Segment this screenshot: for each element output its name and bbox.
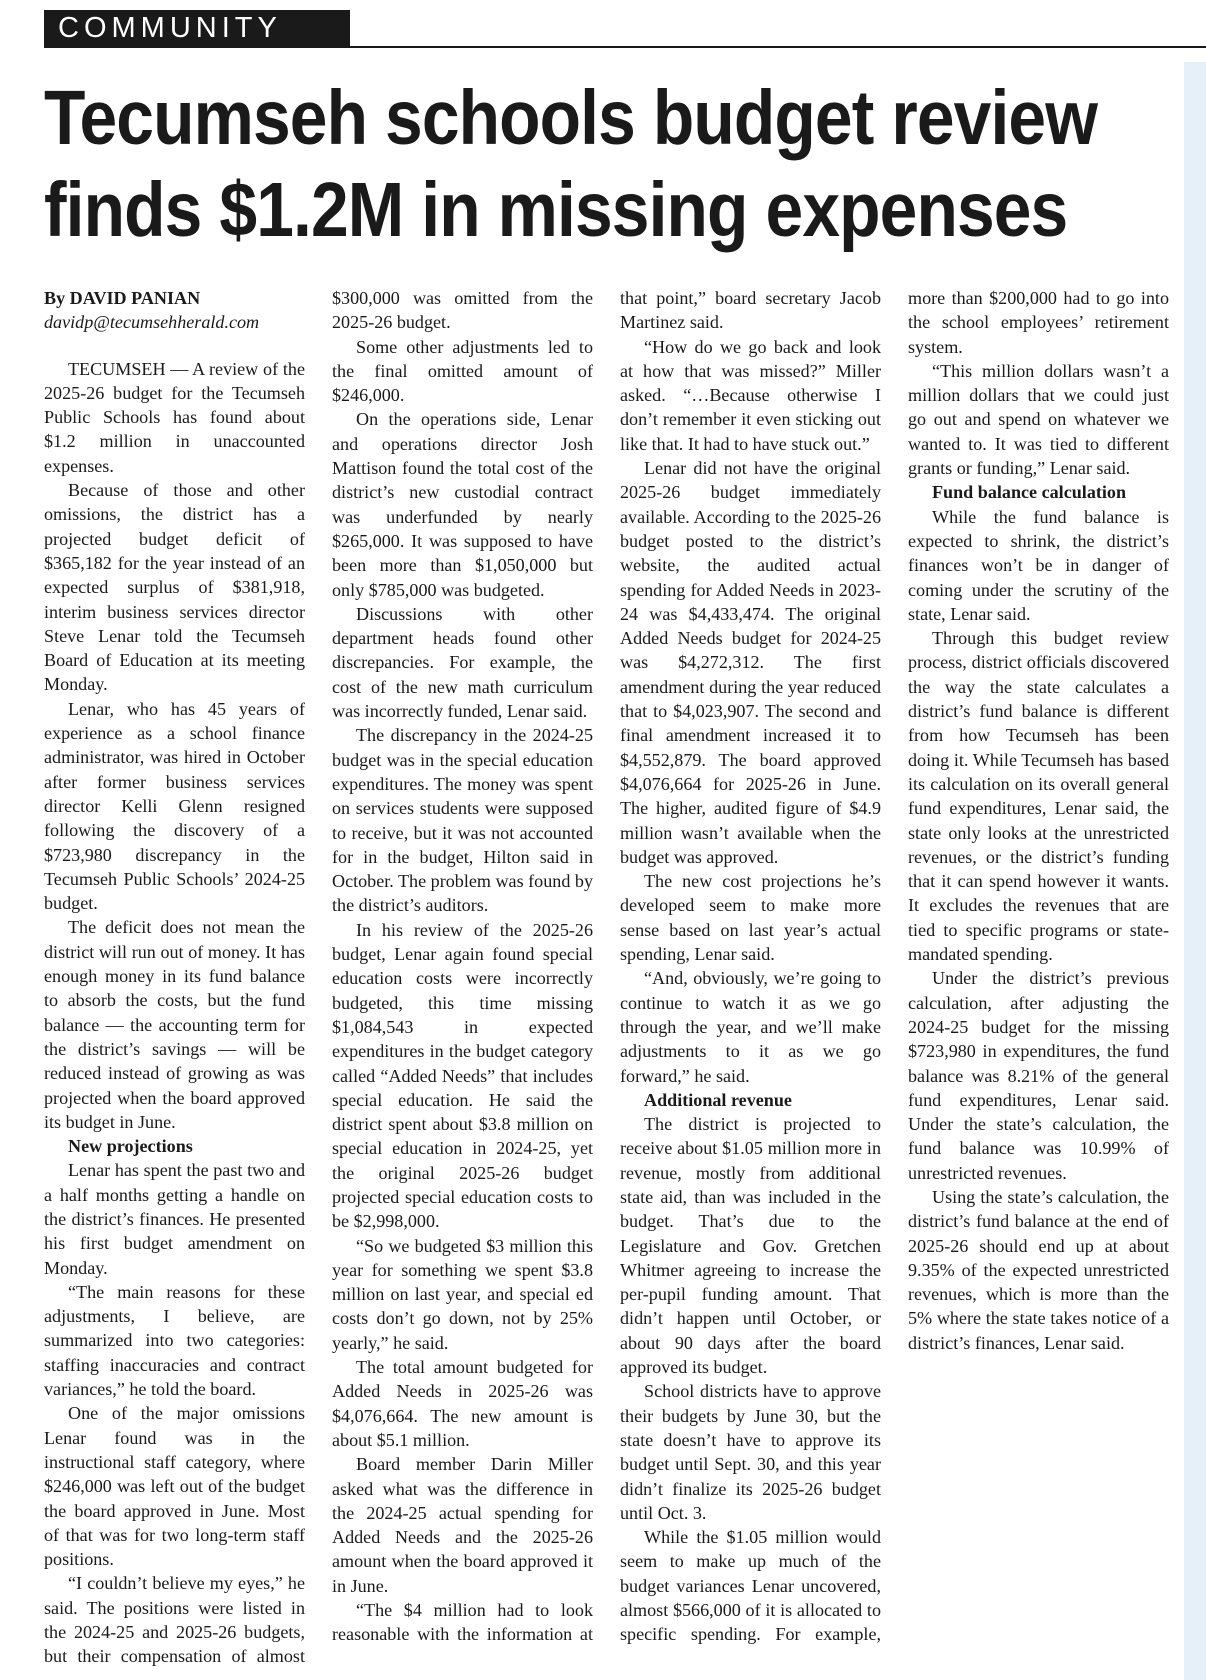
article-paragraph: In his review of the 2025-26 budget, Lenar again found special education costs were incorrectly budgeted, this time missing $1,084,543 in expected expenditures in the budget category called “Added Needs” that includes special education. He said the district spent about $3.8 million on special education in 2024-25, yet the original 2025-26 budget projected special education costs to be $2,998,000. [332,919,593,1232]
article-paragraph: “This million dollars wasn’t a million dollars that we could just go out and spend on whatever we wanted to. It was tied to different grants or funding,” Lenar said. [908,360,1169,479]
headline [44,72,1098,256]
article-paragraph: “I couldn’t believe my eyes,” he said. The positions were listed in the 2024-25 and 2025-26 budgets, but their compensation of almost $300,000 was omitted from the 2025-26 budget. [44,288,593,1667]
article-paragraph: While the fund balance is expected to shrink, the district’s finances won’t be in danger of coming under the scrutiny of the state, Lenar said. [908,506,1169,624]
article-paragraph: The new cost projections he’s developed seem to make more sense based on last year’s actual spending, Lenar said. [620,871,881,965]
article-paragraph: TECUMSEH — A review of the 2025-26 budget for the Tecumseh Public Schools has found about $1.2 million in unaccounted expenses. [44,358,305,476]
article-paragraph: Lenar has spent the past two and a half months getting a handle on the district’s finances. He presented his first budget amendment on Monday. [44,1160,305,1278]
article-paragraph: Lenar did not have the original 2025-26 budget immediately available. According to the 2025-26 budget posted to the district’s website, the audited actual spending for Added Needs in 2023-24 was $4,433,474. The original Added Needs budget for 2024-25 was $4,272,312. The first amendment during the year reduced that to $4,023,907. The second and final amendment increased it to $4,552,879. The board approved $4,076,664 for 2025-26 in June. The higher, audited figure of $4.9 million wasn’t available when the budget was approved. [620,458,881,867]
article-paragraph: The total amount budgeted for Added Needs in 2025-26 was $4,076,664. The new amount is about $5.1 million. [332,1357,593,1450]
headline-line-1: Tecumseh schools budget review [44,75,1098,161]
article-paragraph: Because of those and other omissions, the district has a projected budget deficit of $365,182 for the year instead of an expected surplus of $381,918, interim business services director Steve Lenar told the Tecumseh Board of Education at its meeting Monday. [44,480,305,695]
article-paragraph: “How do we go back and look at how that was missed?” Miller asked. “…Because otherwise I don’t remember it even sticking out like that. It had to have stuck out.” [620,336,881,454]
article-paragraph: “The $4 million had to look reasonable with the information at that point,” board secretary Jacob Martinez said. [332,288,881,1645]
article-paragraph: On the operations side, Lenar and operations director Josh Mattison found the total cost of the district’s new custodial contract was underfunded by nearly $265,000. It was supposed to have been more than $1,050,000 but only $785,000 was budgeted. [332,409,593,600]
article-body [44,286,1169,1670]
article-paragraph: The deficit does not mean the district will run out of money. It has enough money in its fund balance to absorb the costs, but the fund balance — the accounting term for the district’s savings — will be reduced instead of growing as was projected when the board approved its budget in June. [44,917,305,1132]
page-edge-strip [1184,62,1206,1680]
subhead-fund-balance: Fund balance calculation [932,482,1127,503]
author-email: davidp@tecumsehherald.com [44,312,260,333]
article-paragraph: Through this budget review process, district officials discovered the way the state calculates a district’s fund balance is different from how Tecumseh has been doing it. While Tecumseh has based its calculation on its overall general fund expenditures, Lenar said, the state only looks at the unrestricted revenues, or the district’s funding that it can spend however it wants. It excludes the revenues that are tied to specific programs or state-mandated spending. [908,628,1169,965]
article-paragraph: Lenar, who has 45 years of experience as a school finance administrator, was hired in October after former business services director Kelli Glenn resigned following the discovery of a $723,980 discrepancy in the Tecumseh Public Schools’ 2024-25 budget. [44,698,305,914]
article-paragraph: “And, obviously, we’re going to continue to watch it as we go through the year, and we’ll make adjustments to it as we go forward,” he said. [620,968,881,1086]
article-paragraph: While the $1.05 million would seem to make up much of the budget variances Lenar uncovered, almost $566,000 of it is allocated to specific spending. For example, more than $200,000 had to go into the school employees’ retirement system. [620,288,1169,1645]
article-paragraph: Board member Darin Miller asked what was the difference in the 2024-25 actual spending for Added Needs and the 2025-26 amount when the board approved it in June. [332,1454,593,1596]
subhead-new-projections: New projections [68,1136,193,1157]
article-paragraph: Discussions with other department heads found other discrepancies. For example, the cost of the new math curriculum was incorrectly funded, Lenar said. [332,603,593,722]
headline-line-2: finds $1.2M in missing expenses [44,167,1068,253]
article-paragraph: The discrepancy in the 2024-25 budget was in the special education expenditures. The money was spent on services students were supposed to receive, but it was not accounted for in the budget, Hilton said in October. The problem was found by the district’s auditors. [332,725,593,916]
article-paragraph: Under the district’s previous calculation, after adjusting the 2024-25 budget for the missing $723,980 in expenditures, the fund balance was 8.21% of the general fund expenditures, Lenar said. Under the state’s calculation, the fund balance was 10.99% of unrestricted revenues. [908,968,1169,1183]
article-paragraph: Using the state’s calculation, the district’s fund balance at the end of 2025-26 should end up at about 9.35% of the expected unrestricted revenues, which is more than the 5% where the state takes notice of a district’s finances, Lenar said. [908,1186,1169,1353]
subhead-additional-revenue: Additional revenue [644,1089,792,1110]
article-paragraph: The district is projected to receive about $1.05 million more in revenue, mostly from additional state aid, than was included in the budget. That’s due to the Legislature and Gov. Gretchen Whitmer agreeing to increase the per-pupil funding amount. That didn’t happen until October, or about 90 days after the board approved its budget. [620,1114,881,1378]
section-label: COMMUNITY [44,10,350,47]
article-paragraph: School districts have to approve their budgets by June 30, but the state doesn’t have to approve its budget until Sept. 30, and this year didn’t finalize its 2025-26 budget until Oct. 3. [620,1381,881,1523]
article-paragraph: Some other adjustments led to the final omitted amount of $246,000. [332,336,593,406]
article-paragraph: One of the major omissions Lenar found was in the instructional staff category, where $246,000 was left out of the budget the board approved in June. Most of that was for two long-term staff positions. [44,1403,305,1570]
byline: By DAVID PANIAN [44,288,201,308]
article-paragraph: “So we budgeted $3 million this year for something we spent $3.8 million on last year, and special ed costs don’t go down, not by 25% yearly,” he said. [332,1235,593,1353]
article-paragraph: “The main reasons for these adjustments, I believe, are summarized into two categories: staffing inaccuracies and contract variances,” he told the board. [44,1281,305,1400]
